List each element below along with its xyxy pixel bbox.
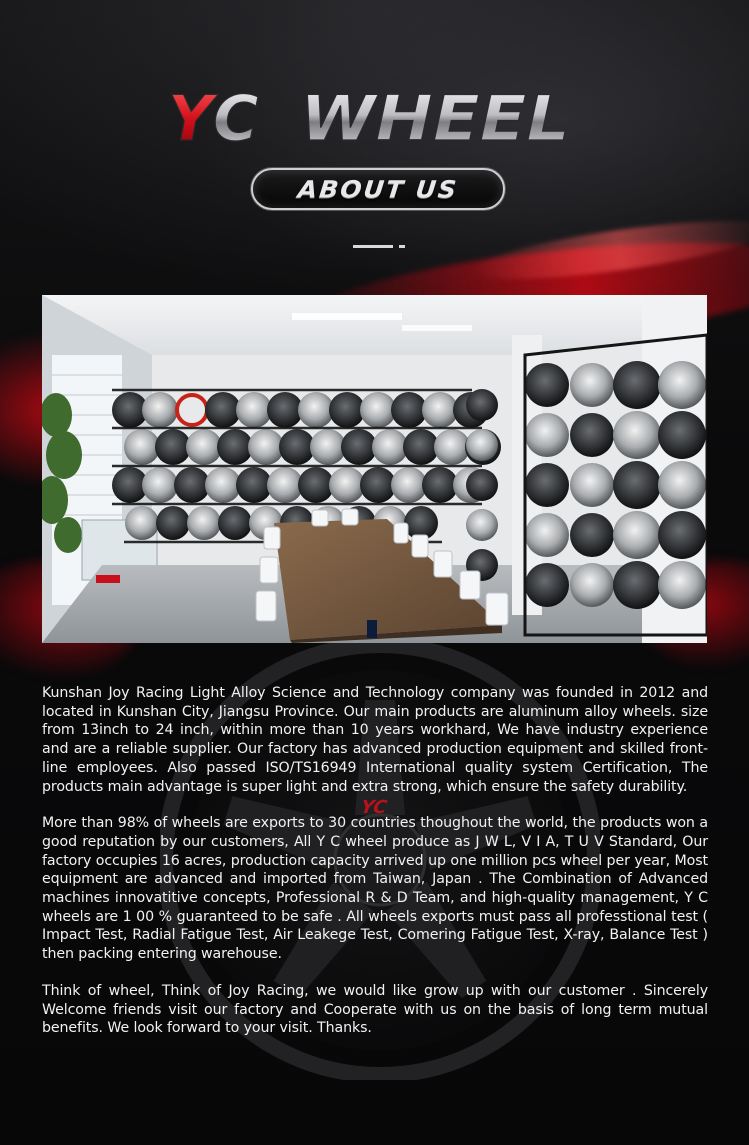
about-paragraph: More than 98% of wheels are exports to 30 countries thoughout the world, the products won a good reputation by our customers, All Y C wheel produce as J W L, V I A, T U V Standard, Our factory occupies 16 acres, production capacity arrived up one million pcs wheel per year, Most equipment are advanced and imported from Taiwan, Japan . The Combination of Advanced machines innovatitive concepts, Professional R & D Team, and high-quality management, Y C wheels are 1 00 % guaranteed to be safe . All wheels exports must pass all professtional test ( Impact Test, Radial Fatigue Test, Air Leakege Test, Comering Fatigue Test, X-ray, Balance Test ) then packing entering warehouse. xyxy=(42,815,708,963)
logo-letter-c: C xyxy=(213,84,259,154)
yc-watermark-logo: YC xyxy=(359,797,389,818)
red-swoosh-highlight-decoration xyxy=(469,209,749,290)
about-paragraph: Think of wheel, Think of Joy Racing, we would like grow up with our customer . Sincerely Welcome friends visit our factory and Cooperate with us on the basis of long term mutual benefits. We look forward to your visit. Thanks. xyxy=(42,982,708,1037)
about-us-label: ABOUT US xyxy=(296,175,460,203)
about-us-badge xyxy=(251,168,505,210)
about-paragraph: Kunshan Joy Racing Light Alloy Science and Technology company was founded in 2012 and located in Kunshan City, Jiangsu Province. Our main products are aluminum alloy wheels. size from 13inch to 24 inch, within more than 10 years workhard, We have industry experience and are a reliable supplier. Our factory has advanced production equipment and skilled front-line employees. Also passed ISO/TS16949 International quality system Certification, The products main advantage is super light and extra strong, which ensure the safety durability. xyxy=(42,685,708,795)
yc-wheel-logo xyxy=(0,84,749,154)
divider-dot xyxy=(399,245,405,248)
showroom-photo xyxy=(42,295,707,643)
divider-dash xyxy=(353,245,393,248)
logo-letter-y: Y xyxy=(168,84,213,154)
logo-word-wheel: WHEEL xyxy=(300,84,570,154)
about-text-body xyxy=(42,684,708,1056)
